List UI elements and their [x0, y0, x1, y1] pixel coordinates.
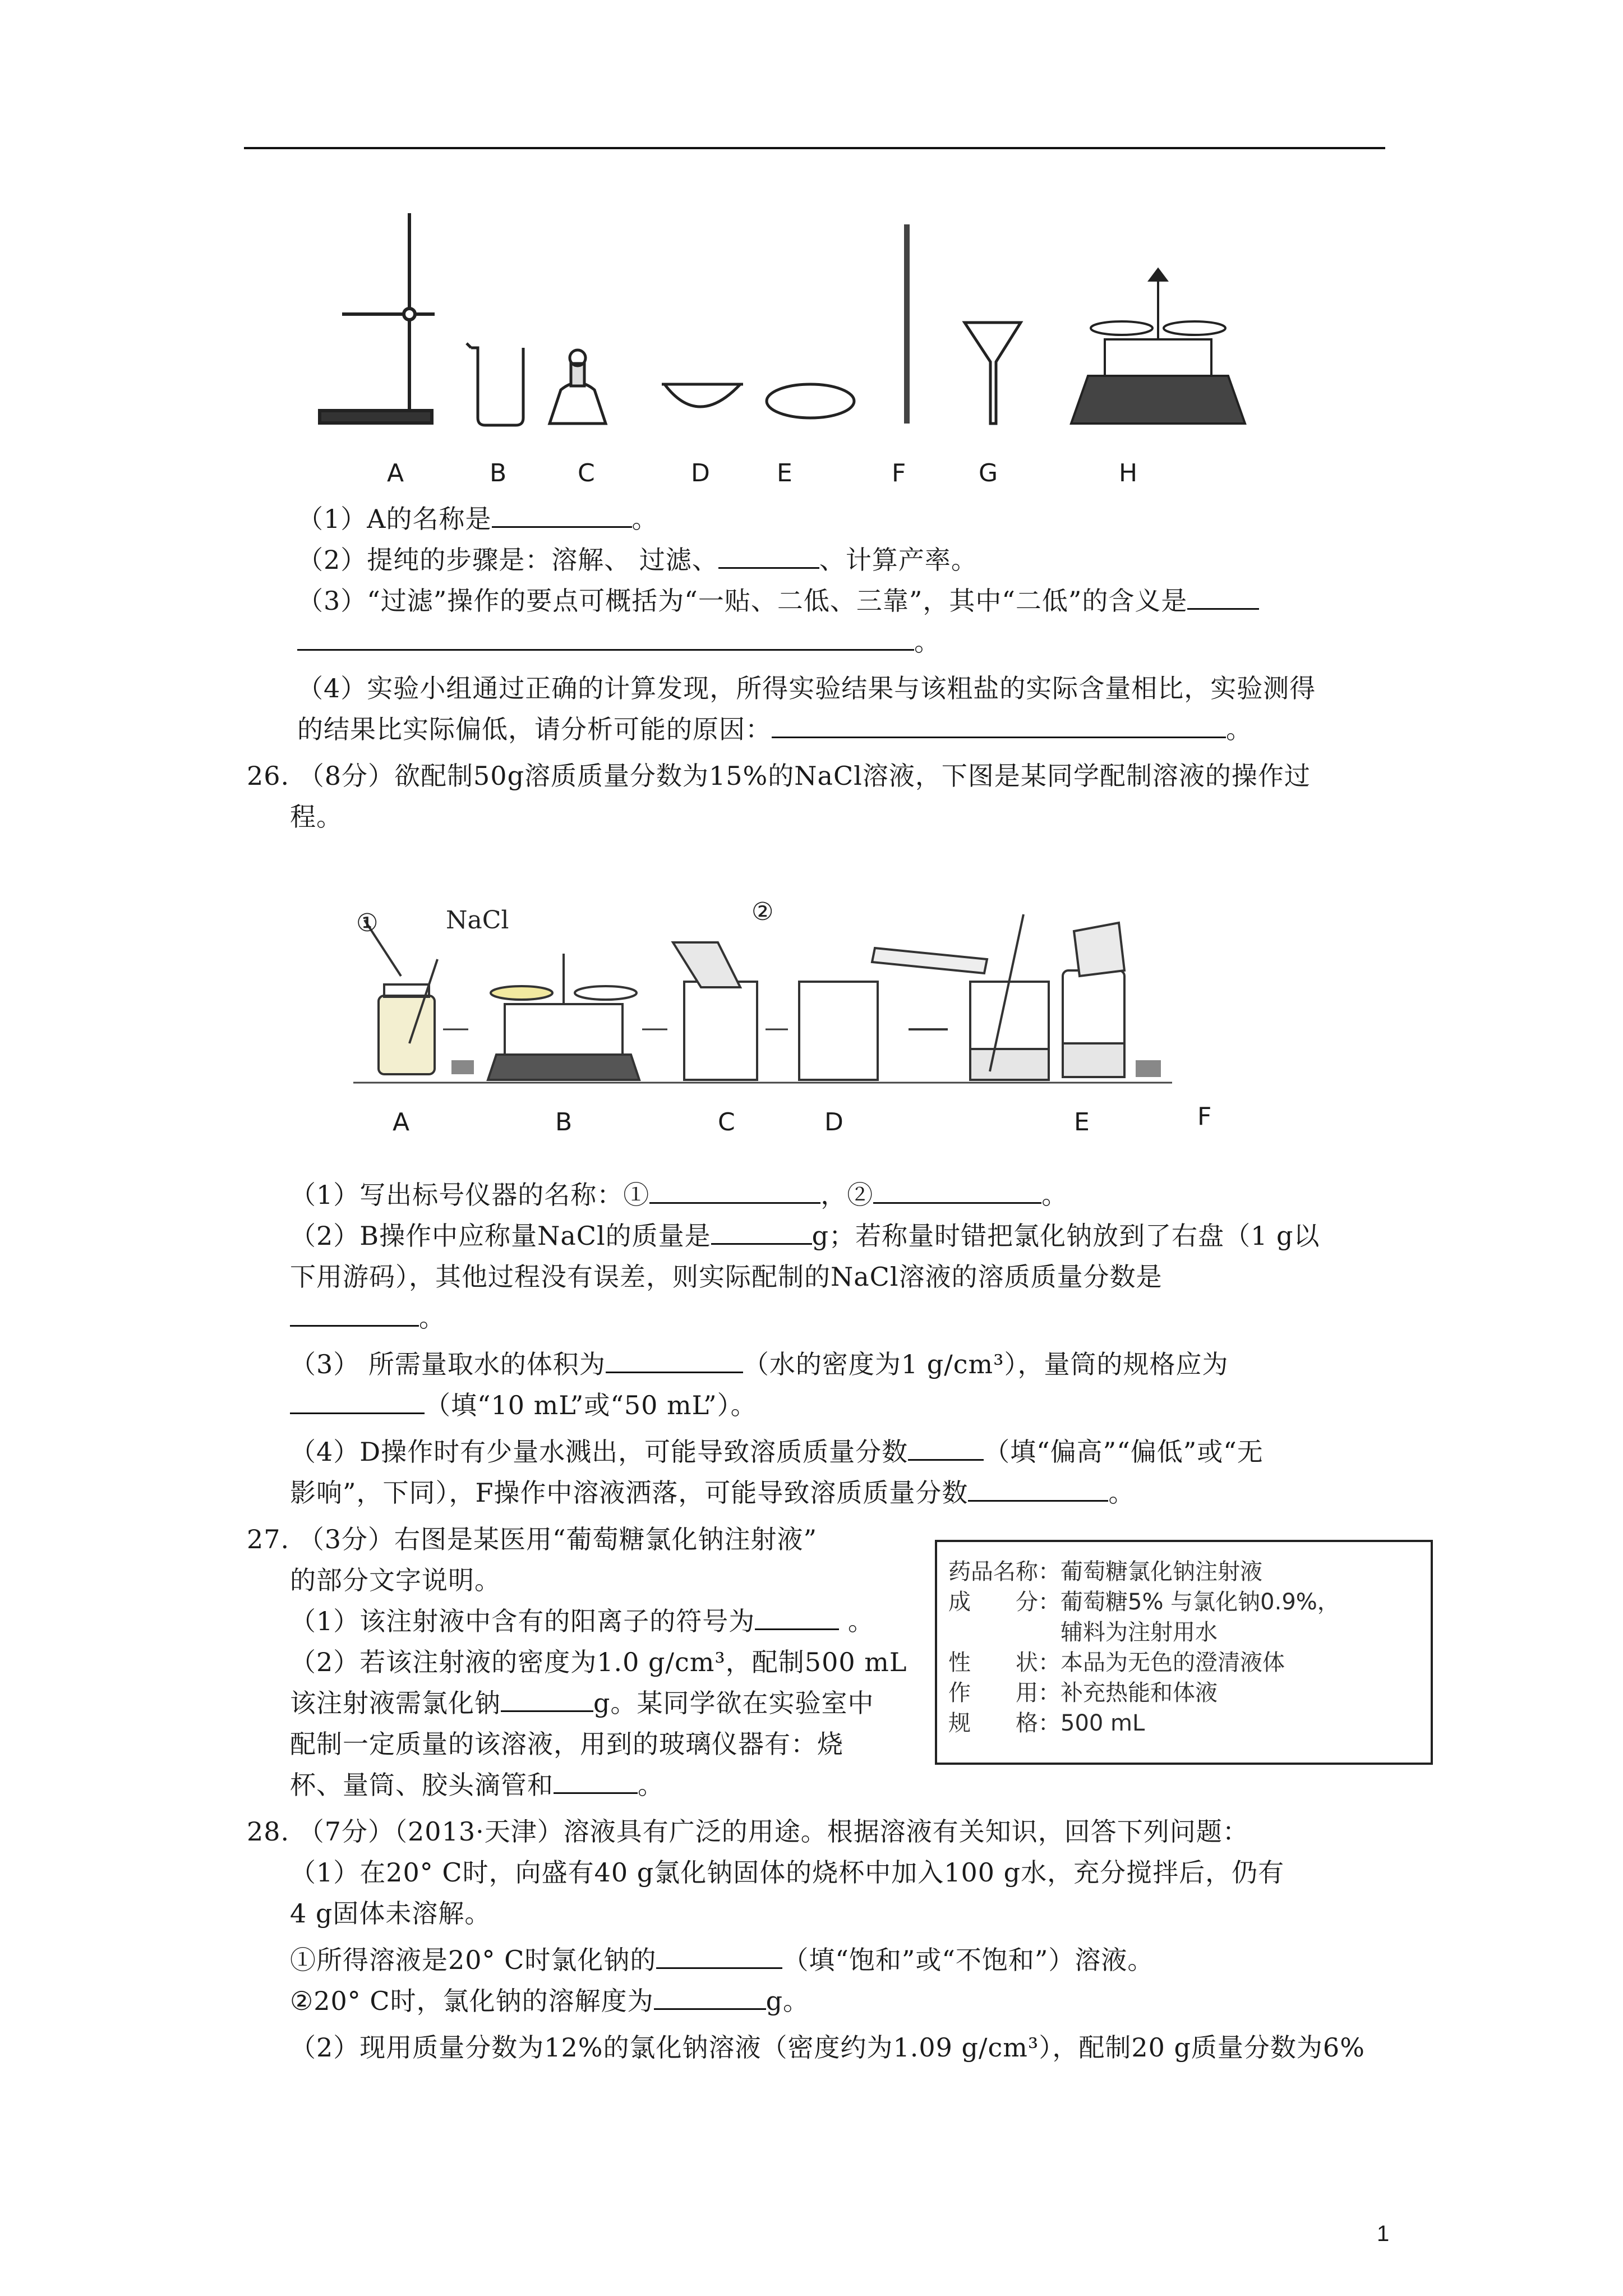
q26-p1: （1）写出标号仪器的名称：① ，② 。 [290, 1180, 1068, 1210]
fig2-label-b: B [555, 1108, 573, 1137]
apparatus-figure [303, 208, 1312, 443]
bottle-icon [1063, 923, 1124, 1077]
funnel-icon [965, 323, 1021, 424]
q28-p2: （2）现用质量分数为12%的氯化钠溶液（密度约为1.09 g/cm³），配制20 g质量分数为6% [290, 2032, 1365, 2063]
balance-icon [1071, 269, 1245, 424]
drug-label-function: 作 用：补充热能和体液 [948, 1680, 1218, 1706]
q26-p3a: （3） 所需量取水的体积为 （水的密度为1 g/cm³），量筒的规格应为 [290, 1349, 1229, 1379]
q27-head1: 27. （3分）右图是某医用“葡萄糖氯化钠注射液” [247, 1524, 818, 1554]
q26-p4a: （4）D操作时有少量水溅出，可能导致溶质质量分数 （填“偏高”“偏低”或“无 [290, 1437, 1264, 1467]
fig1-label-c: C [578, 459, 595, 487]
evaporating-dish-icon [662, 384, 743, 407]
fig2-nacl-label: NaCl [446, 906, 509, 935]
q27-p2b: 该注射液需氯化钠 g。某同学欲在实验室中 [290, 1688, 874, 1718]
q27-head2: 的部分文字说明。 [290, 1565, 501, 1595]
q27-p2d: 杯、量筒、胶头滴管和 。 [290, 1770, 664, 1800]
fig1-label-h: H [1119, 459, 1138, 487]
q25-p3: （3）“过滤”操作的要点可概括为“一贴、二低、三靠”，其中“二低”的含义是 [297, 584, 1259, 618]
fig2-label-a: A [393, 1108, 410, 1137]
fig1-label-g: G [979, 459, 998, 487]
fig1-label-d: D [691, 459, 710, 487]
fig2-label-f: F [1197, 1102, 1212, 1131]
q28-head: 28. （7分）（2013·天津）溶液具有广泛的用途。根据溶液有关知识，回答下列问题： [247, 1816, 1249, 1847]
drug-label-excipient: 辅料为注射用水 [948, 1619, 1218, 1645]
fig2-callout-1: ① [356, 909, 379, 937]
glass-rod-icon [904, 224, 910, 424]
q25-p1: （1）A的名称是 。 [297, 504, 658, 534]
weight-icon-2 [1136, 1060, 1161, 1077]
fig1-label-f: F [892, 459, 906, 487]
q25-p4a: （4）实验小组通过正确的计算发现，所得实验结果与该粗盐的实际含量相比，实验测得 [297, 673, 1316, 703]
beaker-pour-icon [673, 942, 757, 1080]
q26-head1: 26. （8分）欲配制50g溶质质量分数为15%的NaCl溶液，下图是某同学配制溶液的操作过 [247, 761, 1311, 791]
q27-p1: （1）该注射液中含有的阳离子的符号为 。 [290, 1606, 874, 1636]
q27-p2a: （2）若该注射液的密度为1.0 g/cm³，配制500 mL [290, 1647, 907, 1677]
q26-p2c: 。 [290, 1301, 445, 1335]
beaker-icon [467, 343, 523, 425]
drug-label-spec: 规 格：500 mL [948, 1710, 1145, 1736]
fig2-label-d: D [824, 1108, 843, 1137]
fig2-label-c: C [718, 1108, 735, 1137]
q28-p1a: （1）在20° C时，向盛有40 g氯化钠固体的烧杯中加入100 g水，充分搅拌后，仍有 [290, 1857, 1285, 1888]
q28-p1b: 4 g固体未溶解。 [290, 1898, 491, 1929]
fig1-label-a: A [387, 459, 404, 487]
drug-label-appearance: 性 状：本品为无色的澄清液体 [948, 1650, 1285, 1676]
page-number: 1 [1377, 2221, 1390, 2246]
q25-p2: （2）提纯的步骤是：溶解、 过滤、 、计算产率。 [297, 545, 978, 575]
drug-label-name: 药品名称：葡萄糖氯化钠注射液 [948, 1559, 1262, 1585]
q28-p1c: ①所得溶液是20° C时氯化钠的 （填“饱和”或“不饱和”）溶液。 [290, 1945, 1154, 1975]
drug-label-box [935, 1540, 1433, 1765]
q25-p3-cont: 。 [297, 625, 940, 659]
iron-stand-icon [320, 213, 435, 423]
beaker-stir-icon [970, 914, 1049, 1080]
weight-icon [451, 1060, 474, 1074]
watch-glass-icon [767, 384, 854, 418]
q26-head2: 程。 [290, 802, 343, 832]
q26-p4b: 影响”，下同），F操作中溶液洒落，可能导致溶质质量分数 。 [290, 1478, 1135, 1508]
q25-p4b: 的结果比实际偏低，请分析可能的原因： 。 [297, 714, 1252, 744]
beaker-cylinder-icon [799, 948, 987, 1080]
fig1-label-b: B [490, 459, 507, 487]
header-rule [244, 147, 1385, 149]
fig1-label-e: E [777, 459, 792, 487]
fig2-label-e: E [1074, 1108, 1090, 1137]
q26-p2b: 下用游码），其他过程没有误差，则实际配制的NaCl溶液的溶质质量分数是 [290, 1262, 1163, 1292]
fig2-callout-2: ② [751, 898, 774, 926]
q28-p1d: ②20° C时，氯化钠的溶解度为 g。 [290, 1986, 810, 2016]
q26-p2a: （2）B操作中应称量NaCl的质量是 g；若称量时错把氯化钠放到了右盘（1 g以 [290, 1221, 1320, 1251]
drug-label-ingredients: 成 分：葡萄糖5% 与氯化钠0.9%， [948, 1589, 1340, 1615]
reagent-jar-icon [365, 920, 437, 1074]
balance-nacl-icon [488, 954, 639, 1080]
q27-p2c: 配制一定质量的该溶液，用到的玻璃仪器有：烧 [290, 1729, 843, 1759]
alcohol-lamp-icon [550, 350, 606, 424]
q26-p3b: （填“10 mL”或“50 mL”）。 [290, 1388, 757, 1422]
